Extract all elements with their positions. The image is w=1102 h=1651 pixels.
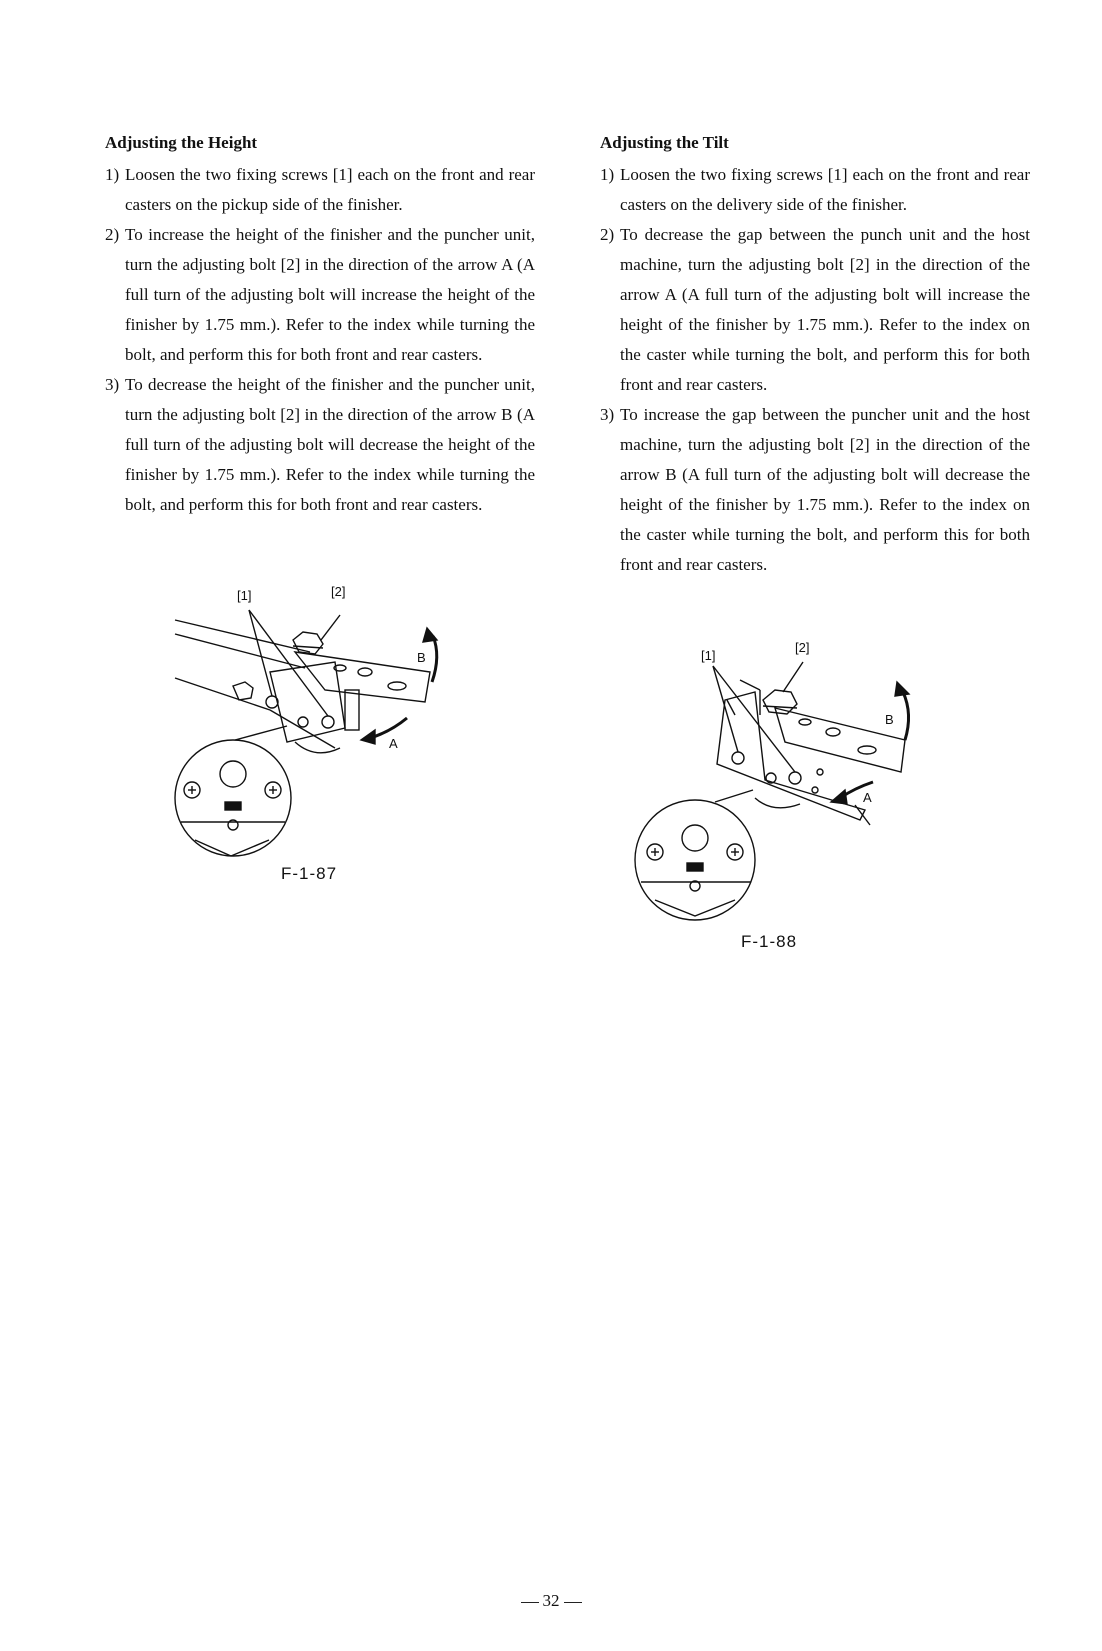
callout-bolt: [2] xyxy=(795,640,810,655)
arrow-b-label: B xyxy=(417,650,426,665)
list-item: 3) To decrease the height of the finisher and the puncher unit, turn the adjusting bolt [2] in the direction of the arrow B (A full turn of the adjusting bolt will decrease the height of the finisher by 1.75 mm.). Refer to the index while turning the bolt, and perform this for both front and rear casters. xyxy=(105,375,535,514)
callout-bolt: [2] xyxy=(331,584,346,599)
figure-label: F-1-88 xyxy=(741,932,798,951)
dash-left xyxy=(521,1602,539,1603)
section-heading-tilt: Adjusting the Tilt xyxy=(600,133,729,152)
figure-caster-height xyxy=(175,584,465,940)
callout-screws: [1] xyxy=(237,588,252,603)
dash-right xyxy=(564,1602,582,1603)
figure-label: F-1-87 xyxy=(281,864,338,883)
list-item: 1) Loosen the two fixing screws [1] each on the front and rear casters on the delivery side of the finisher. xyxy=(600,165,1030,214)
height-steps-list xyxy=(105,160,535,520)
figure-caster-tilt xyxy=(655,640,945,1010)
tilt-steps-list xyxy=(600,160,1030,580)
arrow-b-label: B xyxy=(885,712,894,727)
left-column xyxy=(105,132,535,520)
section-heading-height: Adjusting the Height xyxy=(105,133,258,152)
arrow-a-label: A xyxy=(863,790,872,805)
arrow-a-label: A xyxy=(389,736,398,751)
list-item: 2) To increase the height of the finisher and the puncher unit, turn the adjusting bolt [2] in the direction of the arrow A (A full turn of the adjusting bolt will increase the height of the finisher by 1.75 mm.). Refer to the index while turning the bolt, and perform this for both front and rear casters. xyxy=(105,225,535,364)
list-item: 2) To decrease the gap between the punch unit and the host machine, turn the adjusting bolt [2] in the direction of the arrow A (A full turn of the adjusting bolt will increase the height of the finisher by 1.75 mm.). Refer to the index on the caster while turning the bolt, and perform this for both front and rear casters. xyxy=(600,225,1030,394)
list-item: 3) To increase the gap between the puncher unit and the host machine, turn the adjusting bolt [2] in the direction of the arrow B (A full turn of the adjusting bolt will decrease the height of the finisher by 1.75 mm.). Refer to the index on the caster while turning the bolt, and perform this for both front and rear casters. xyxy=(600,405,1030,574)
page-number: 32 xyxy=(0,1591,1102,1611)
callout-screws: [1] xyxy=(701,648,716,663)
right-column xyxy=(600,132,1030,580)
list-item: 1) Loosen the two fixing screws [1] each on the front and rear casters on the pickup side of the finisher. xyxy=(105,165,535,214)
caster-tilt-illustration xyxy=(655,660,945,940)
